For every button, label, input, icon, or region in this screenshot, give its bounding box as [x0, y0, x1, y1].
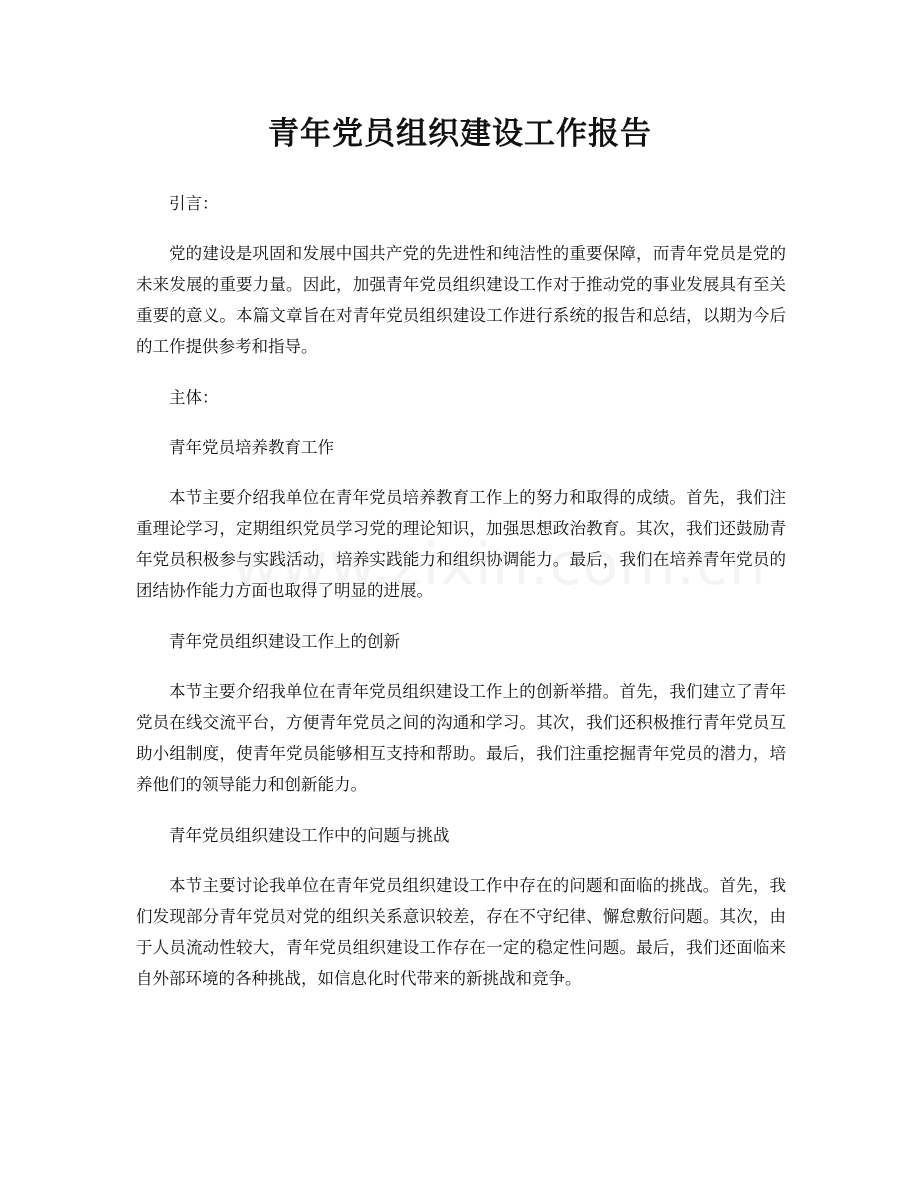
- document-body: [136, 188, 786, 1014]
- section-heading-training: 青年党员培养教育工作: [169, 438, 334, 457]
- section-paragraph-training: 本节主要介绍我单位在青年党员培养教育工作上的努力和取得的成绩。首先，我们注重理论学习，定期组织党员学习党的理论知识，加强思想政治教育。其次，我们还鼓励青年党员积极参与实践活动，培养实践能力和组织协调能力。最后，我们在培养青年党员的团结协作能力方面也取得了明显的进展。: [136, 488, 786, 600]
- page-title: 青年党员组织建设工作报告: [268, 116, 652, 152]
- section-heading-challenges: 青年党员组织建设工作中的问题与挑战: [169, 826, 450, 845]
- section-paragraph-challenges: 本节主要讨论我单位在青年党员组织建设工作中存在的问题和面临的挑战。首先，我们发现部分青年党员对党的组织关系意识较差，存在不守纪律、懈怠敷衍问题。其次，由于人员流动性较大，青年党员组织建设工作存在一定的稳定性问题。最后，我们还面临来自外部环境的各种挑战，如信息化时代带来的新挑战和竞争。: [136, 876, 786, 988]
- body-label: 主体：: [169, 388, 219, 407]
- intro-label: 引言：: [169, 194, 219, 213]
- section-paragraph-innovation: 本节主要介绍我单位在青年党员组织建设工作上的创新举措。首先，我们建立了青年党员在线交流平台，方便青年党员之间的沟通和学习。其次，我们还积极推行青年党员互助小组制度，使青年党员能够相互支持和帮助。最后，我们注重挖掘青年党员的潜力，培养他们的领导能力和创新能力。: [136, 682, 786, 794]
- intro-paragraph: 党的建设是巩固和发展中国共产党的先进性和纯洁性的重要保障，而青年党员是党的未来发展的重要力量。因此，加强青年党员组织建设工作对于推动党的事业发展具有至关重要的意义。本篇文章旨在对青年党员组织建设工作进行系统的报告和总结，以期为今后的工作提供参考和指导。: [136, 244, 786, 356]
- section-heading-innovation: 青年党员组织建设工作上的创新: [169, 632, 400, 651]
